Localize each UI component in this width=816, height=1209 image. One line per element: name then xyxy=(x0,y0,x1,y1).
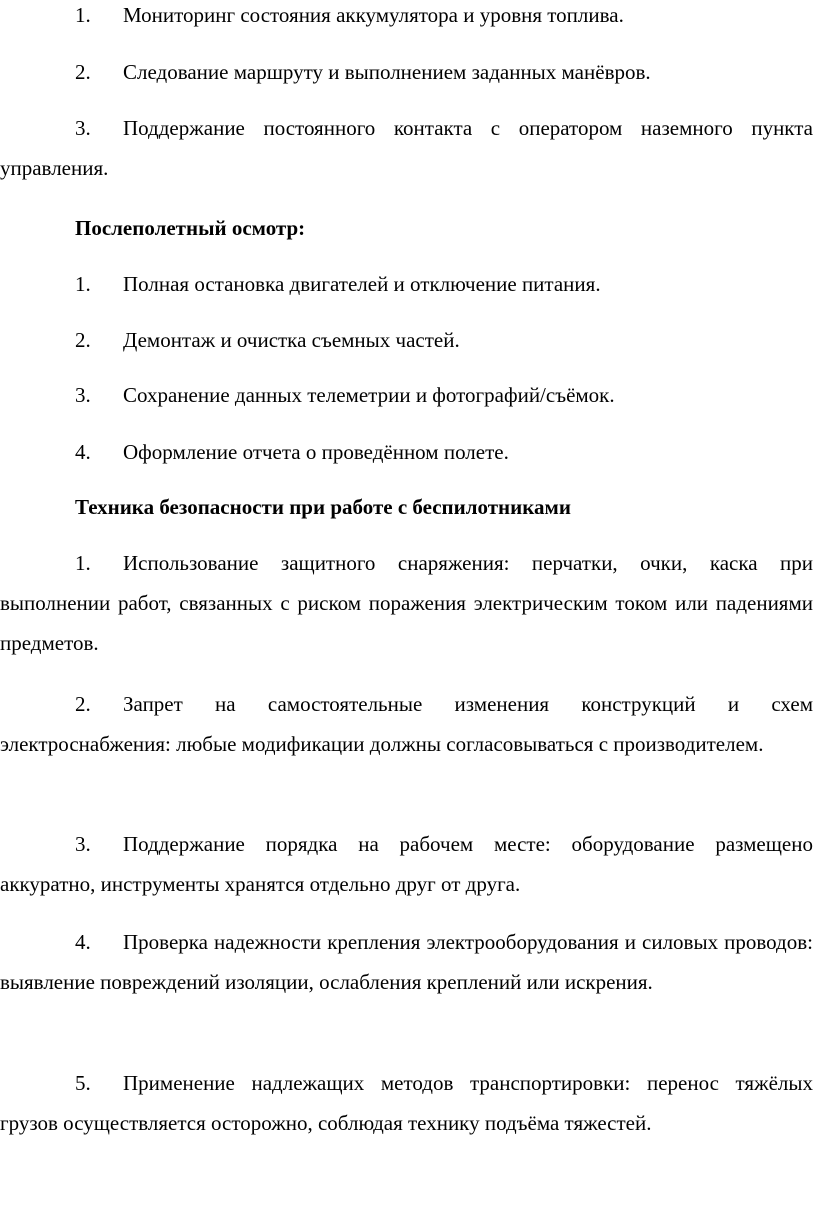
list-item-number: 5. xyxy=(75,1071,91,1095)
list-item-text: Проверка надежности крепления электрооборудования и силовых проводов: выявление повреждений изоляции, ослабления креплений или искрения. xyxy=(0,930,813,994)
list-item xyxy=(0,52,813,92)
list-item xyxy=(0,684,813,764)
list-item-number: 1. xyxy=(75,272,91,296)
list-item-number: 2. xyxy=(75,692,91,716)
list-item-number: 1. xyxy=(75,3,91,27)
list-item xyxy=(0,922,813,1002)
list-item-text: Демонтаж и очистка съемных частей. xyxy=(123,328,460,352)
list-item-number: 1. xyxy=(75,551,91,575)
list-item-text: Оформление отчета о проведённом полете. xyxy=(123,440,509,464)
list-item-text: Сохранение данных телеметрии и фотографий/съёмок. xyxy=(123,383,615,407)
list-item-text: Следование маршруту и выполнением заданных манёвров. xyxy=(123,60,651,84)
list-item-text: Поддержание порядка на рабочем месте: оборудование размещено аккуратно, инструменты хранятся отдельно друг от друга. xyxy=(0,832,813,896)
list-item-text: Использование защитного снаряжения: перчатки, очки, каска при выполнении работ, связанных с риском поражения электрическим током или падениями предметов. xyxy=(0,551,813,655)
section-heading-postflight: Послеполетный осмотр: xyxy=(75,216,306,240)
list-item xyxy=(0,108,813,188)
list-item-text: Полная остановка двигателей и отключение питания. xyxy=(123,272,601,296)
list-item-text: Применение надлежащих методов транспортировки: перенос тяжёлых грузов осуществляется осторожно, соблюдая технику подъёма тяжестей. xyxy=(0,1071,813,1135)
list-item xyxy=(0,1063,813,1143)
list-item xyxy=(0,543,813,663)
list-item xyxy=(0,375,813,415)
list-item-number: 3. xyxy=(75,116,91,140)
list-item-number: 2. xyxy=(75,60,91,84)
list-item xyxy=(0,264,813,304)
list-item-text: Запрет на самостоятельные изменения конструкций и схем электроснабжения: любые модификации должны согласовываться с производителем. xyxy=(0,692,813,756)
list-item-text: Мониторинг состояния аккумулятора и уровня топлива. xyxy=(123,3,624,27)
list-item-number: 2. xyxy=(75,328,91,352)
list-item-text: Поддержание постоянного контакта с оператором наземного пункта управления. xyxy=(0,116,813,180)
list-item-number: 3. xyxy=(75,832,91,856)
list-item xyxy=(0,0,813,35)
section-heading-safety: Техника безопасности при работе с беспилотниками xyxy=(75,495,571,519)
list-item xyxy=(0,432,813,472)
list-item xyxy=(0,824,813,904)
list-item xyxy=(0,320,813,360)
list-item-number: 4. xyxy=(75,440,91,464)
list-item-number: 4. xyxy=(75,930,91,954)
list-item-number: 3. xyxy=(75,383,91,407)
